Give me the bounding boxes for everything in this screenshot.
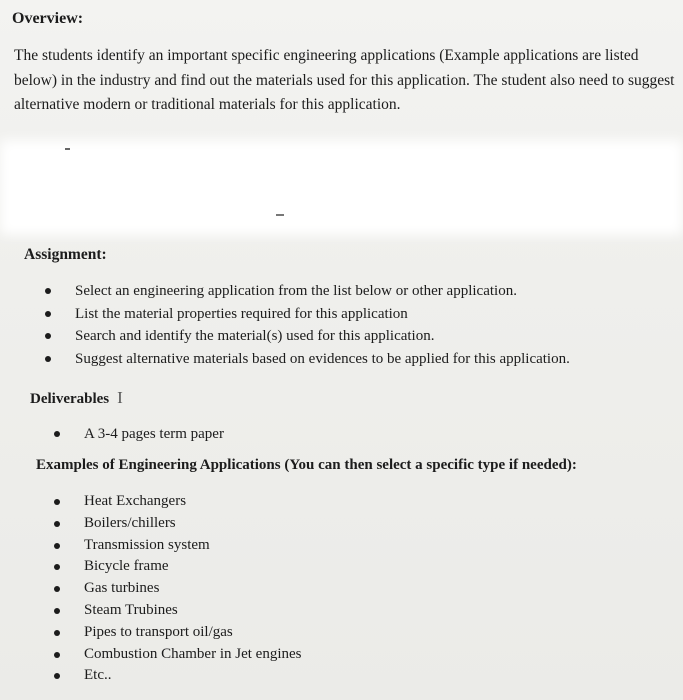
- bullet-icon: [54, 630, 60, 636]
- bullet-icon: [54, 673, 60, 679]
- assignment-heading: Assignment:: [24, 246, 107, 263]
- list-item: List the material properties required for this application: [75, 303, 570, 326]
- bullet-icon: [45, 356, 51, 362]
- list-item: Select an engineering application from the list below or other application.: [75, 280, 570, 303]
- bullet-icon: [45, 288, 51, 294]
- list-item: Gas turbines: [84, 578, 301, 600]
- list-item: Boilers/chillers: [84, 513, 301, 535]
- bullet-icon: [54, 608, 60, 614]
- redacted-area: [0, 140, 683, 235]
- bullet-icon: [54, 564, 60, 570]
- bullet-icon: [54, 521, 60, 527]
- list-item: Heat Exchangers: [84, 491, 301, 513]
- bullet-icon: [54, 431, 60, 437]
- redaction-artifact: [65, 148, 70, 150]
- list-item: Steam Trubines: [84, 600, 301, 622]
- overview-heading: Overview:: [12, 10, 84, 27]
- list-item: Bicycle frame: [84, 556, 301, 578]
- deliverables-heading: Deliverables I: [30, 388, 123, 407]
- overview-paragraph: The students identify an important specific engineering applications (Example applications are listed below) in the industry and find out the materials used for this application. The student also need to suggest alternative modern or traditional materials for this application.: [14, 47, 675, 113]
- bullet-icon: [45, 311, 51, 317]
- deliverables-list: [84, 423, 224, 446]
- list-item: Suggest alternative materials based on evidences to be applied for this application.: [75, 348, 570, 371]
- list-item: Search and identify the material(s) used for this application.: [75, 325, 570, 348]
- bullet-icon: [45, 333, 51, 339]
- redaction-artifact: [276, 214, 284, 216]
- list-item: A 3-4 pages term paper: [84, 423, 224, 446]
- list-item: Etc..: [84, 665, 301, 687]
- bullet-icon: [54, 499, 60, 505]
- text-cursor-icon: I: [117, 388, 123, 407]
- examples-list: [84, 491, 301, 687]
- examples-heading: Examples of Engineering Applications (You can then select a specific type if needed):: [36, 457, 577, 473]
- assignment-list: [75, 280, 570, 370]
- bullet-icon: [54, 586, 60, 592]
- bullet-icon: [54, 543, 60, 549]
- list-item: Combustion Chamber in Jet engines: [84, 644, 301, 666]
- list-item: Transmission system: [84, 535, 301, 557]
- list-item: Pipes to transport oil/gas: [84, 622, 301, 644]
- bullet-icon: [54, 652, 60, 658]
